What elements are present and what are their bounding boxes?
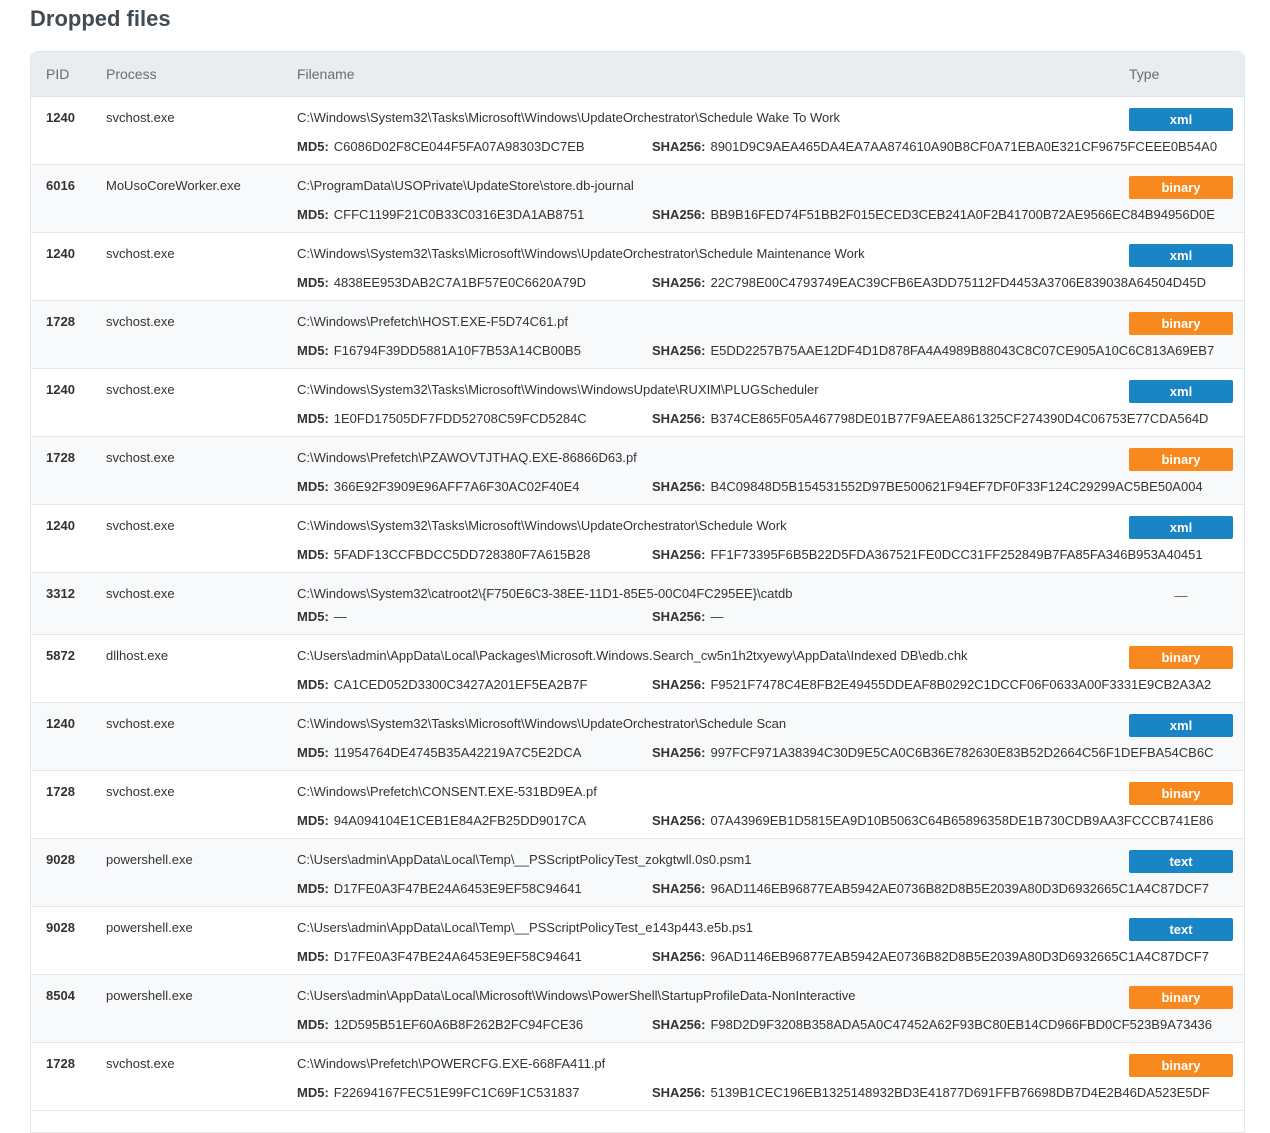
header-pid[interactable]: PID — [46, 66, 70, 82]
md5-hash — [297, 547, 590, 562]
sha256-label: SHA256: — [652, 677, 706, 692]
table-row[interactable] — [31, 505, 1244, 573]
process-cell: svchost.exe — [106, 382, 175, 397]
sha256-hash — [652, 1017, 1212, 1032]
filename-cell[interactable]: C:\Windows\System32\Tasks\Microsoft\Windows\UpdateOrchestrator\Schedule Work — [297, 518, 787, 533]
type-badge: xml — [1129, 108, 1233, 131]
type-badge: text — [1129, 918, 1233, 941]
sha256-value[interactable]: 8901D9C9AEA465DA4EA7AA874610A90B8CF0A71EBA0E321CF9675FCEEE0B54A0 — [710, 139, 1218, 154]
sha256-hash — [652, 139, 1217, 154]
type-badge: binary — [1129, 176, 1233, 199]
sha256-label: SHA256: — [652, 1085, 706, 1100]
filename-cell[interactable]: C:\Users\admin\AppData\Local\Temp\__PSScriptPolicyTest_zokgtwll.0s0.psm1 — [297, 852, 752, 867]
table-row[interactable] — [31, 635, 1244, 703]
process-cell: svchost.exe — [106, 1056, 175, 1071]
md5-hash — [297, 1017, 583, 1032]
page-title: Dropped files — [30, 6, 171, 31]
pid-cell: 8504 — [46, 988, 75, 1003]
type-badge: xml — [1129, 516, 1233, 539]
type-badge: binary — [1129, 448, 1233, 471]
md5-label: MD5: — [297, 881, 329, 896]
md5-value[interactable]: C6086D02F8CE044F5FA07A98303DC7EB — [333, 139, 585, 154]
sha256-value[interactable]: 96AD1146EB96877EAB5942AE0736B82D8B5E2039A80D3D6932665C1A4C87DCF7 — [710, 881, 1209, 896]
md5-hash — [297, 609, 347, 624]
sha256-value[interactable]: FF1F73395F6B5B22D5FDA367521FE0DCC31FF252849B7FA85FA346B953A40451 — [710, 547, 1203, 562]
md5-label: MD5: — [297, 1085, 329, 1100]
process-cell: svchost.exe — [106, 110, 175, 125]
sha256-hash — [652, 677, 1211, 692]
sha256-label: SHA256: — [652, 275, 706, 290]
md5-hash — [297, 275, 586, 290]
pid-cell: 1240 — [46, 518, 75, 533]
sha256-value[interactable]: F9521F7478C4E8FB2E49455DDEAF8B0292C1DCCF06F0633A00F3331E9CB2A3A2 — [710, 677, 1212, 692]
md5-label: MD5: — [297, 275, 329, 290]
md5-value[interactable]: D17FE0A3F47BE24A6453E9EF58C94641 — [333, 949, 582, 964]
sha256-hash — [652, 949, 1209, 964]
md5-hash — [297, 411, 587, 426]
sha256-label: SHA256: — [652, 1017, 706, 1032]
table-row[interactable] — [31, 1043, 1244, 1111]
header-type[interactable]: Type — [1129, 66, 1160, 82]
pid-cell: 1728 — [46, 450, 75, 465]
filename-cell[interactable]: C:\ProgramData\USOPrivate\UpdateStore\store.db-journal — [297, 178, 634, 193]
md5-label: MD5: — [297, 479, 329, 494]
pid-cell: 6016 — [46, 178, 75, 193]
sha256-label: SHA256: — [652, 745, 706, 760]
sha256-label: SHA256: — [652, 479, 706, 494]
table-body — [31, 97, 1244, 1111]
sha256-hash — [652, 813, 1214, 828]
table-row[interactable] — [31, 907, 1244, 975]
md5-label: MD5: — [297, 343, 329, 358]
sha256-value[interactable]: B374CE865F05A467798DE01B77F9AEEA861325CF274390D4C06753E77CDA564D — [710, 411, 1209, 426]
filename-cell[interactable]: C:\Windows\Prefetch\HOST.EXE-F5D74C61.pf — [297, 314, 568, 329]
md5-value[interactable]: CA1CED052D3300C3427A201EF5EA2B7F — [333, 677, 588, 692]
sha256-label: SHA256: — [652, 881, 706, 896]
type-badge: — — [1174, 588, 1188, 603]
md5-hash — [297, 745, 581, 760]
pid-cell: 1728 — [46, 314, 75, 329]
table-row[interactable] — [31, 703, 1244, 771]
sha256-hash — [652, 609, 723, 624]
table-header — [31, 52, 1244, 97]
md5-value[interactable]: CFFC1199F21C0B33C0316E3DA1AB8751 — [333, 207, 585, 222]
md5-value[interactable]: 12D595B51EF60A6B8F262B2FC94FCE36 — [333, 1017, 584, 1032]
table-row[interactable] — [31, 369, 1244, 437]
filename-cell[interactable]: C:\Windows\Prefetch\CONSENT.EXE-531BD9EA.pf — [297, 784, 597, 799]
table-row[interactable] — [31, 771, 1244, 839]
sha256-hash — [652, 1085, 1210, 1100]
md5-value[interactable]: F22694167FEC51E99FC1C69F1C531837 — [333, 1085, 580, 1100]
process-cell: MoUsoCoreWorker.exe — [106, 178, 241, 193]
table-row[interactable] — [31, 301, 1244, 369]
md5-value[interactable]: 4838EE953DAB2C7A1BF57E0C6620A79D — [333, 275, 587, 290]
process-cell: powershell.exe — [106, 852, 193, 867]
process-cell: svchost.exe — [106, 586, 175, 601]
md5-hash — [297, 207, 584, 222]
pid-cell: 3312 — [46, 586, 75, 601]
type-badge: xml — [1129, 714, 1233, 737]
sha256-hash — [652, 547, 1203, 562]
type-badge: xml — [1129, 380, 1233, 403]
md5-value[interactable]: D17FE0A3F47BE24A6453E9EF58C94641 — [333, 881, 582, 896]
sha256-hash — [652, 881, 1209, 896]
md5-value[interactable]: F16794F39DD5881A10F7B53A14CB00B5 — [333, 343, 581, 358]
sha256-label: SHA256: — [652, 609, 706, 624]
table-row[interactable] — [31, 165, 1244, 233]
filename-cell[interactable]: C:\Users\admin\AppData\Local\Temp\__PSScriptPolicyTest_e143p443.e5b.ps1 — [297, 920, 753, 935]
type-badge: binary — [1129, 312, 1233, 335]
filename-cell[interactable]: C:\Windows\System32\catroot2\{F750E6C3-38EE-11D1-85E5-00C04FC295EE}\catdb — [297, 586, 793, 601]
sha256-label: SHA256: — [652, 139, 706, 154]
md5-hash — [297, 1085, 580, 1100]
sha256-value[interactable]: 96AD1146EB96877EAB5942AE0736B82D8B5E2039A80D3D6932665C1A4C87DCF7 — [710, 949, 1209, 964]
md5-label: MD5: — [297, 813, 329, 828]
md5-label: MD5: — [297, 677, 329, 692]
process-cell: dllhost.exe — [106, 648, 169, 663]
md5-label: MD5: — [297, 949, 329, 964]
table-row[interactable] — [31, 975, 1244, 1043]
md5-label: MD5: — [297, 411, 329, 426]
pid-cell: 1728 — [46, 784, 75, 799]
pid-cell: 1240 — [46, 716, 75, 731]
sha256-value[interactable]: — — [710, 609, 724, 624]
filename-cell[interactable]: C:\Windows\System32\Tasks\Microsoft\Windows\WindowsUpdate\RUXIM\PLUGScheduler — [297, 382, 819, 397]
md5-label: MD5: — [297, 207, 329, 222]
sha256-label: SHA256: — [652, 343, 706, 358]
md5-value[interactable]: 366E92F3909E96AFF7A6F30AC02F40E4 — [333, 479, 580, 494]
table-row[interactable] — [31, 97, 1244, 165]
process-cell: svchost.exe — [106, 784, 175, 799]
process-cell: svchost.exe — [106, 314, 175, 329]
md5-hash — [297, 677, 587, 692]
md5-hash — [297, 881, 582, 896]
sha256-value[interactable]: F98D2D9F3208B358ADA5A0C47452A62F93BC80EB14CD966FBD0CF523B9A73436 — [710, 1017, 1213, 1032]
table-row[interactable] — [31, 233, 1244, 301]
filename-cell[interactable]: C:\Windows\System32\Tasks\Microsoft\Windows\UpdateOrchestrator\Schedule Maintenance Work — [297, 246, 865, 261]
md5-value[interactable]: 5FADF13CCFBDCC5DD728380F7A615B28 — [333, 547, 591, 562]
sha256-hash — [652, 745, 1213, 760]
md5-label: MD5: — [297, 547, 329, 562]
md5-hash — [297, 343, 581, 358]
header-filename[interactable]: Filename — [297, 66, 355, 82]
md5-value[interactable]: 11954764DE4745B35A42219A7C5E2DCA — [333, 745, 582, 760]
process-cell: powershell.exe — [106, 988, 193, 1003]
md5-label: MD5: — [297, 745, 329, 760]
sha256-hash — [652, 411, 1208, 426]
type-badge: text — [1129, 850, 1233, 873]
type-badge: binary — [1129, 646, 1233, 669]
md5-value[interactable]: 1E0FD17505DF7FDD52708C59FCD5284C — [333, 411, 587, 426]
type-badge: binary — [1129, 1054, 1233, 1077]
header-process[interactable]: Process — [106, 66, 157, 82]
sha256-label: SHA256: — [652, 547, 706, 562]
pid-cell: 1240 — [46, 382, 75, 397]
filename-cell[interactable]: C:\Users\admin\AppData\Local\Packages\Microsoft.Windows.Search_cw5n1h2txyewy\AppData\Indexed DB\edb.chk — [297, 648, 968, 663]
sha256-value[interactable]: B4C09848D5B154531552D97BE500621F94EF7DF0F33F124C29299AC5BE50A004 — [710, 479, 1203, 494]
type-badge: xml — [1129, 244, 1233, 267]
md5-hash — [297, 139, 585, 154]
pid-cell: 1728 — [46, 1056, 75, 1071]
sha256-value[interactable]: 07A43969EB1D5815EA9D10B5063C64B65896358DE1B730CDB9AA3FCCCB741E86 — [710, 813, 1214, 828]
md5-value[interactable]: 94A094104E1CEB1E84A2FB25DD9017CA — [333, 813, 587, 828]
filename-cell[interactable]: C:\Windows\System32\Tasks\Microsoft\Windows\UpdateOrchestrator\Schedule Scan — [297, 716, 787, 731]
md5-label: MD5: — [297, 139, 329, 154]
md5-hash — [297, 813, 586, 828]
type-badge: binary — [1129, 782, 1233, 805]
type-badge: binary — [1129, 986, 1233, 1009]
pid-cell: 1240 — [46, 246, 75, 261]
sha256-value[interactable]: BB9B16FED74F51BB2F015ECED3CEB241A0F2B41700B72AE9566EC84B94956D0E — [710, 207, 1215, 222]
sha256-hash — [652, 275, 1206, 290]
process-cell: svchost.exe — [106, 246, 175, 261]
sha256-hash — [652, 343, 1214, 358]
md5-hash — [297, 479, 580, 494]
sha256-label: SHA256: — [652, 207, 706, 222]
process-cell: svchost.exe — [106, 450, 175, 465]
sha256-label: SHA256: — [652, 411, 706, 426]
md5-value[interactable]: — — [333, 609, 347, 624]
sha256-label: SHA256: — [652, 813, 706, 828]
pid-cell: 5872 — [46, 648, 75, 663]
sha256-value[interactable]: E5DD2257B75AAE12DF4D1D878FA4A4989B88043C8C07CE905A10C6C813A69EB7 — [710, 343, 1215, 358]
sha256-value[interactable]: 997FCF971A38394C30D9E5CA0C6B36E782630E83B52D2664C56F1DEFBA54CB6C — [710, 745, 1214, 760]
filename-cell[interactable]: C:\Windows\Prefetch\PZAWOVTJTHAQ.EXE-86866D63.pf — [297, 450, 637, 465]
table-row[interactable] — [31, 437, 1244, 505]
table-row[interactable] — [31, 839, 1244, 907]
md5-hash — [297, 949, 582, 964]
filename-cell[interactable]: C:\Windows\Prefetch\POWERCFG.EXE-668FA411.pf — [297, 1056, 606, 1071]
sha256-label: SHA256: — [652, 949, 706, 964]
table-row[interactable] — [31, 573, 1244, 635]
pid-cell: 9028 — [46, 920, 75, 935]
md5-label: MD5: — [297, 609, 329, 624]
sha256-hash — [652, 479, 1203, 494]
process-cell: powershell.exe — [106, 920, 193, 935]
sha256-hash — [652, 207, 1215, 222]
filename-cell[interactable]: C:\Users\admin\AppData\Local\Microsoft\Windows\PowerShell\StartupProfileData-NonInteractive — [297, 988, 856, 1003]
sha256-value[interactable]: 5139B1CEC196EB1325148932BD3E41877D691FFB76698DB7D4E2B46DA523E5DF — [710, 1085, 1210, 1100]
pid-cell: 1240 — [46, 110, 75, 125]
dropped-files-table — [30, 51, 1245, 1133]
sha256-value[interactable]: 22C798E00C4793749EAC39CFB6EA3DD75112FD4453A3706E839038A64504D45D — [710, 275, 1207, 290]
process-cell: svchost.exe — [106, 716, 175, 731]
pid-cell: 9028 — [46, 852, 75, 867]
md5-label: MD5: — [297, 1017, 329, 1032]
filename-cell[interactable]: C:\Windows\System32\Tasks\Microsoft\Windows\UpdateOrchestrator\Schedule Wake To Work — [297, 110, 841, 125]
process-cell: svchost.exe — [106, 518, 175, 533]
